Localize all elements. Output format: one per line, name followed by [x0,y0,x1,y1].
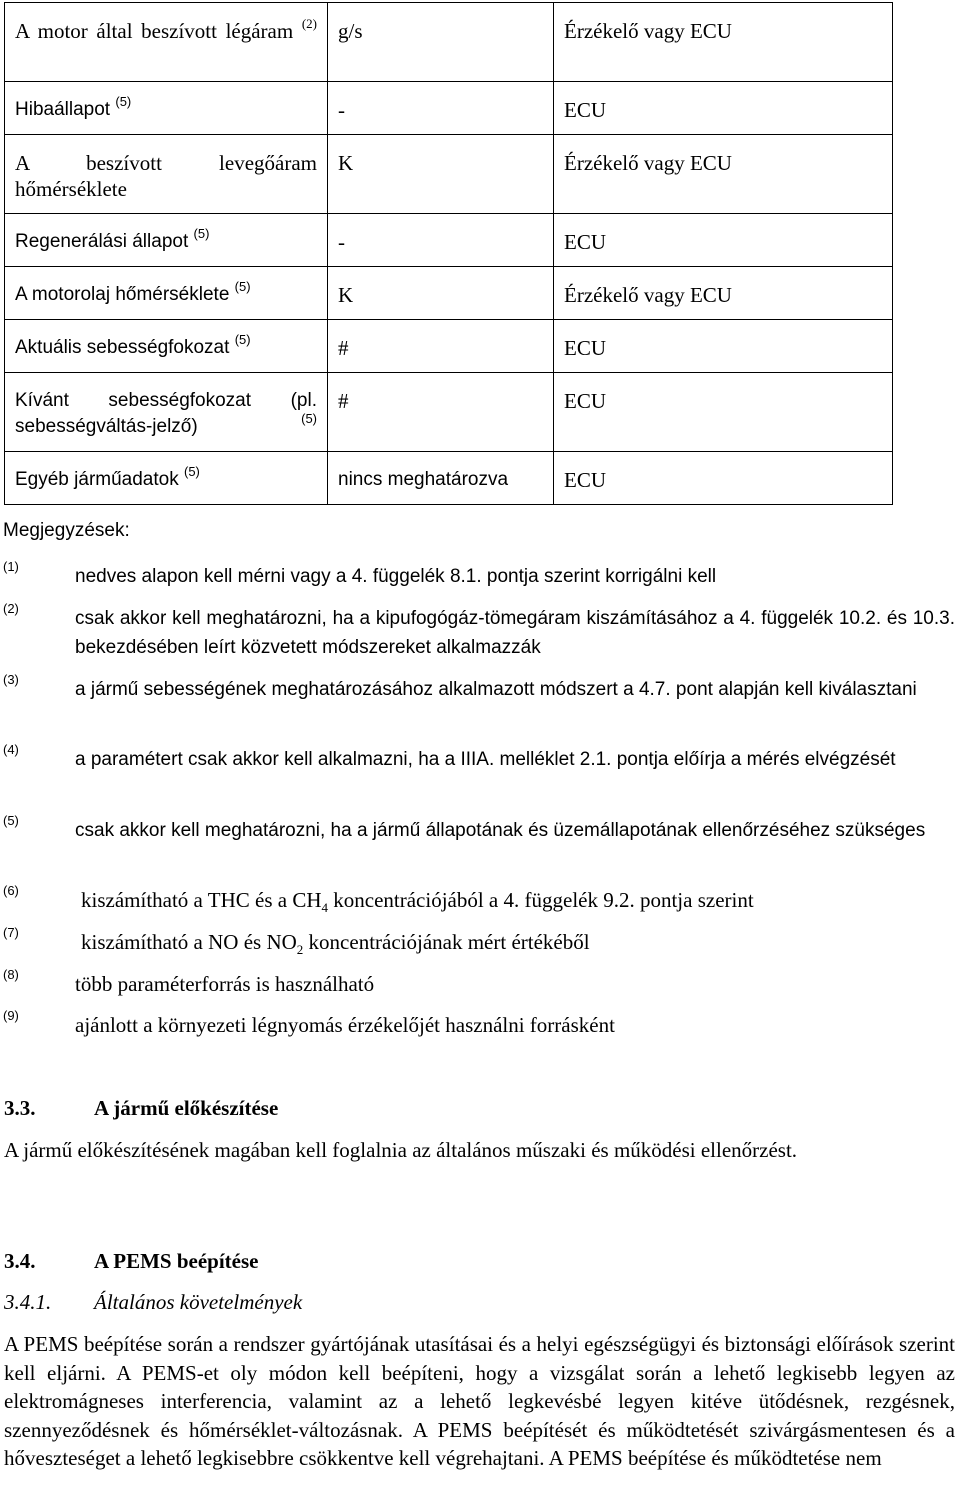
table-cell-parameter: A motor által beszívott légáram $^{(2)}$ [5,3,328,82]
table-cell-parameter: Hibaállapot $^{(5)}$ [5,82,328,135]
note-text: a paramétert csak akkor kell alkalmazni, ha a IIIA. melléklet 2.1. pontja előírja a mérés elvégzését [75,749,896,770]
note-number: (1) [3,559,19,574]
note-number: (3) [3,672,19,687]
table-cell-unit: K [328,267,554,320]
subsection-title: Általános követelmények [94,1290,303,1314]
table-cell-source: ECU [554,452,893,505]
table-cell-unit: nincs meghatározva [328,452,554,505]
table-cell-source: Érzékelő vagy ECU [554,135,893,214]
table-cell-source: ECU [554,320,893,373]
note-item [3,1008,955,1040]
note-text: csak akkor kell meghatározni, ha a kipufogógáz-tömegáram kiszámításához a 4. függelék 10.2. és 10.3. bekezdésében leírt közvetett módszereket alkalmazzák [75,608,955,658]
note-item [3,559,955,591]
note-text: ajánlott a környezeti légnyomás érzékelőjét használni forrásként [75,1013,615,1037]
subsection-number: 3.4.1. [4,1290,52,1314]
section-heading [4,1249,258,1274]
table-cell-source: ECU [554,214,893,267]
table-cell-unit: # [328,320,554,373]
note-text: a jármű sebességének meghatározásához alkalmazott módszert a 4.7. pont alapján kell kiválasztani [75,679,917,700]
note-number: (4) [3,742,19,757]
note-item [3,742,955,774]
table-row [5,82,893,135]
table-cell-unit: # [328,373,554,452]
parameter-table [4,2,893,505]
table-cell-unit: - [328,82,554,135]
table-row [5,373,893,452]
note-number: (8) [3,967,19,982]
table-cell-parameter: Kívánt sebességfokozat (pl. sebességváltás-jelző) $^{(5)}$ [5,373,328,452]
table-cell-source: ECU [554,373,893,452]
section-title: A PEMS beépítése [94,1249,259,1273]
table-cell-source: ECU [554,82,893,135]
note-text: csak akkor kell meghatározni, ha a jármű állapotának és üzemállapotának ellenőrzéséhez szükséges [75,820,926,841]
table-row [5,135,893,214]
note-item [3,601,955,662]
table-cell-parameter: Aktuális sebességfokozat $^{(5)}$ [5,320,328,373]
table-row [5,320,893,373]
note-text: kiszámítható a THC és a $CH_4$ koncentrációjából a 4. függelék 9.2. pontja szerint [81,888,754,916]
table-cell-unit: K [328,135,554,214]
note-item [3,967,955,999]
note-number: (9) [3,1008,19,1023]
note-text: több paraméterforrás is használható [75,972,375,996]
section-number: 3.4. [4,1249,36,1273]
table-cell-parameter: A motorolaj hőmérséklete $^{(5)}$ [5,267,328,320]
notes-title: Megjegyzések: [3,520,130,541]
note-number: (5) [3,813,19,828]
note-number: (6) [3,883,19,898]
table-row [5,214,893,267]
table-cell-unit: g/s [328,3,554,82]
table-cell-source: Érzékelő vagy ECU [554,267,893,320]
note-number: (7) [3,925,19,940]
note-text: nedves alapon kell mérni vagy a 4. függelék 8.1. pontja szerint korrigálni kell [75,566,717,587]
table-cell-parameter: A beszívott levegőáram hőmérséklete [5,135,328,214]
section-paragraph: A PEMS beépítése során a rendszer gyártójának utasításai és a helyi egészségügyi és biztonsági előírások szerint kell eljárni. A PEMS-et oly módon kell beépíteni, hogy a vizsgálat során a lehető legkisebb legyen az elektromágneses interferencia, valamint az a lehető legkevésbé legyen kitéve ütődésnek, rezgésnek, szennyeződésnek és hőmérséklet-változásnak. A PEMS beépítését és működtetését szivárgásmentesen és a hőveszteséget a lehető legkisebbre csökkentve kell végrehajtani. A PEMS beépítése és működtetése nem [4,1332,955,1471]
note-text: kiszámítható a NO és $NO_2$ koncentrációjának mért értékéből [81,930,590,958]
note-item [3,813,955,845]
note-item [3,883,955,916]
subsection-heading [4,1290,302,1315]
section-number: 3.3. [4,1096,36,1120]
section-title: A jármű előkészítése [94,1096,279,1120]
table-cell-parameter: Regenerálási állapot $^{(5)}$ [5,214,328,267]
note-number: (2) [3,601,19,616]
table-row [5,452,893,505]
table-cell-unit: - [328,214,554,267]
note-item [3,672,955,704]
table-row [5,267,893,320]
table-cell-parameter: Egyéb járműadatok $^{(5)}$ [5,452,328,505]
note-item [3,925,955,958]
section-heading [4,1096,278,1121]
section-paragraph: A jármű előkészítésének magában kell foglalnia az általános műszaki és működési ellenőrzést. [4,1138,798,1162]
table-cell-source: Érzékelő vagy ECU [554,3,893,82]
table-row [5,3,893,82]
